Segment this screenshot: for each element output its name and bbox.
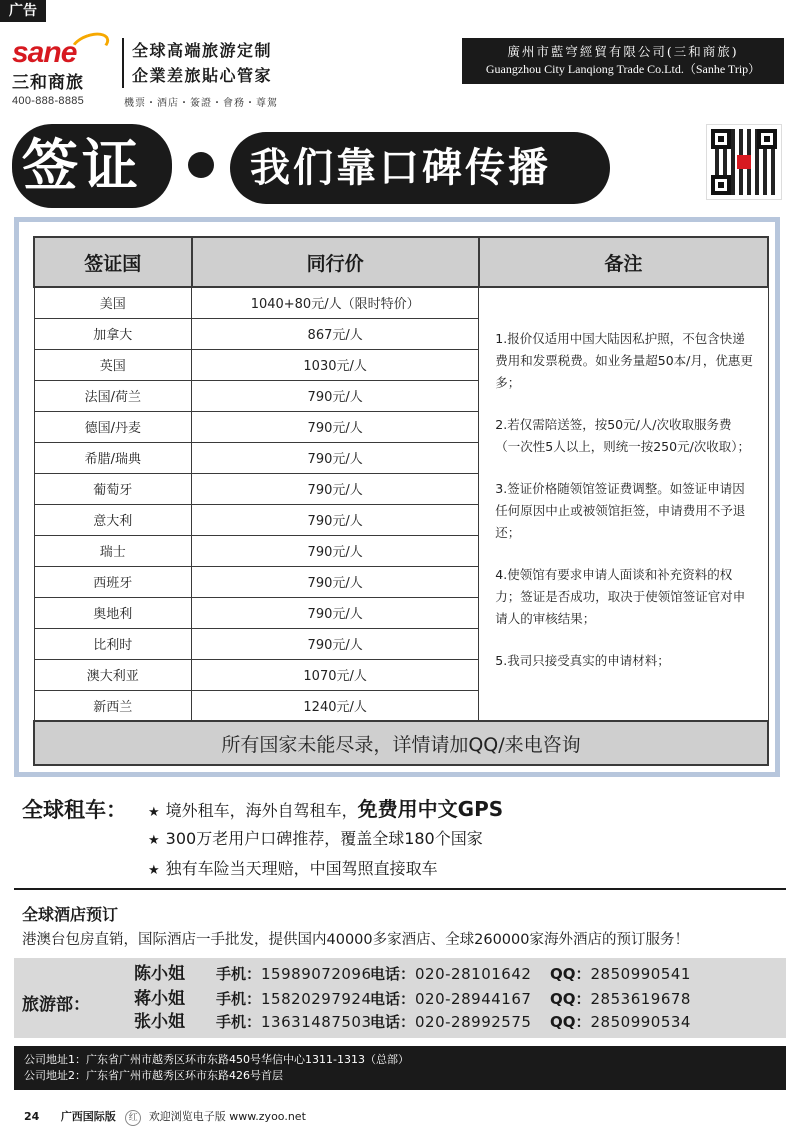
rental-gps-highlight: 免费用中文GPS [357,797,504,821]
note-item: 5.我司只接受真实的申请材料； [495,653,670,668]
country-cell: 英国 [34,349,192,380]
visa-price-table [33,236,769,766]
star-icon: ★ [148,863,160,878]
address-line-1: 公司地址1：广东省广州市越秀区环市东路450号华信中心1311-1313（总部） [24,1053,409,1066]
rental-item [148,824,503,854]
visa-price-panel-inner [19,222,775,772]
price-cell: 790元/人 [192,504,479,535]
country-cell: 希腊/瑞典 [34,442,192,473]
visa-price-panel [14,217,780,777]
contact-phone: 电话：020-28101642 [370,965,532,983]
country-cell: 意大利 [34,504,192,535]
country-cell: 加拿大 [34,318,192,349]
rental-title: 全球租车： [22,798,127,822]
country-cell: 德国/丹麦 [34,411,192,442]
contacts-label: 旅游部： [22,995,90,1015]
hotline-number: 400-888-8885 [12,95,85,107]
publication-logo-icon: 红 [125,1110,141,1126]
country-cell: 葡萄牙 [34,473,192,504]
edition-label: 广西国际版 [60,1110,116,1123]
ad-tag: 广告 [0,0,46,22]
price-cell: 1040+80元/人（限时特价） [192,287,479,318]
title-banner [12,122,612,208]
qr-code-icon[interactable] [706,124,782,200]
price-cell: 1070元/人 [192,659,479,690]
country-cell: 法国/荷兰 [34,380,192,411]
company-name-box [462,38,784,84]
header-country: 签证国 [34,237,192,287]
address-line-2: 公司地址2：广东省广州市越秀区环市东路426号首层 [24,1069,283,1082]
price-cell: 790元/人 [192,628,479,659]
rental-item [148,794,503,824]
note-item: 3.签证价格随领馆签证费调整。如签证申请因任何原因中止或被领馆拒签，申请费用不予退还； [495,481,746,540]
price-cell: 1240元/人 [192,690,479,721]
rental-item [148,854,503,884]
company-name-en: Guangzhou City Lanqiong Trade Co.Ltd.（Sanhe Trip） [485,62,761,76]
services-list: 機票・酒店・簽證・會務・尊駕 [124,98,278,109]
hotel-title: 全球酒店预订 [22,905,119,924]
price-cell: 790元/人 [192,473,479,504]
brand-slogan [122,38,272,88]
country-cell: 西班牙 [34,566,192,597]
page-number: 24 [24,1110,40,1123]
price-cell: 790元/人 [192,535,479,566]
contact-qq: QQ：2850990534 [550,1013,691,1031]
qr-logo-icon [737,155,751,169]
price-cell: 867元/人 [192,318,479,349]
header-price: 同行价 [192,237,479,287]
table-footer-row [34,721,768,765]
price-cell: 790元/人 [192,442,479,473]
note-item: 4.使领馆有要求申请人面谈和补充资料的权力；签证是否成功，取决于使领馆签证官对申请人的审核结果； [495,567,746,626]
page-footer [24,1108,306,1126]
logo-wordmark: sane [12,38,112,68]
table-header-row [34,237,768,287]
country-cell: 奥地利 [34,597,192,628]
country-cell: 瑞士 [34,535,192,566]
company-name-cn: 廣州市藍穹經貿有限公司(三和商旅) [507,44,739,59]
slogan-line-2: 企業差旅貼心管家 [132,66,273,85]
price-cell: 790元/人 [192,597,479,628]
title-dot-icon [188,152,214,178]
qr-pattern [711,129,777,195]
price-cell: 790元/人 [192,380,479,411]
price-cell: 790元/人 [192,566,479,597]
price-cell: 1030元/人 [192,349,479,380]
contact-phone: 电话：020-28992575 [370,1013,532,1031]
qr-finder-icon [711,175,731,195]
contact-name: 张小姐 [134,1012,185,1032]
rental-list [148,794,503,884]
contact-qq: QQ：2850990541 [550,965,691,983]
note-item: 1.报价仅适用中国大陆因私护照，不包含快递费用和发票税费。如业务量超50本/月，优惠更多； [495,331,753,390]
logo-chinese-name: 三和商旅 [12,73,84,93]
star-icon: ★ [148,805,160,820]
country-cell: 澳大利亚 [34,659,192,690]
slogan-line-1: 全球高端旅游定制 [132,41,273,60]
country-cell: 美国 [34,287,192,318]
contact-mobile: 手机：15989072096 [216,965,372,983]
table-footer-note: 所有国家未能尽录，详情请加QQ/来电咨询 [34,721,768,765]
section-divider [14,888,786,890]
website-text[interactable]: 欢迎浏览电子版 www.zyoo.net [148,1110,306,1123]
contact-phone: 电话：020-28944167 [370,990,532,1008]
title-slogan: 我们靠口碑传播 [250,144,551,191]
address-bar [14,1046,786,1090]
brand-logo [12,38,112,107]
contact-qq: QQ：2853619678 [550,990,691,1008]
table-row [34,287,768,318]
title-pill-visa [12,124,172,208]
header-notes: 备注 [479,237,768,287]
contact-mobile: 手机：13631487503 [216,1013,372,1031]
country-cell: 比利时 [34,628,192,659]
price-cell: 790元/人 [192,411,479,442]
rental-item-text: 300万老用户口碑推荐，覆盖全球180个国家 [165,829,483,848]
hotel-description: 港澳台包房直销，国际酒店一手批发，提供国内40000多家酒店、全球260000家海外酒店的预订服务！ [22,932,689,948]
country-cell: 新西兰 [34,690,192,721]
contact-mobile: 手机：15820297924 [216,990,372,1008]
qr-finder-icon [757,129,777,149]
note-item: 2.若仅需陪送签，按50元/人/次收取服务费（一次性5人以上，则统一按250元/次收取）； [495,417,751,454]
title-visa: 签证 [22,133,142,199]
contact-name: 陈小姐 [134,964,185,984]
title-pill-slogan [230,132,610,204]
qr-finder-icon [711,129,731,149]
notes-cell [479,287,768,721]
contact-name: 蒋小姐 [134,989,185,1009]
contacts-panel [14,958,786,1038]
rental-item-text: 境外租车，海外自驾租车， [165,801,358,820]
star-icon: ★ [148,833,160,848]
rental-item-text: 独有车险当天理赔，中国驾照直接取车 [165,859,438,878]
